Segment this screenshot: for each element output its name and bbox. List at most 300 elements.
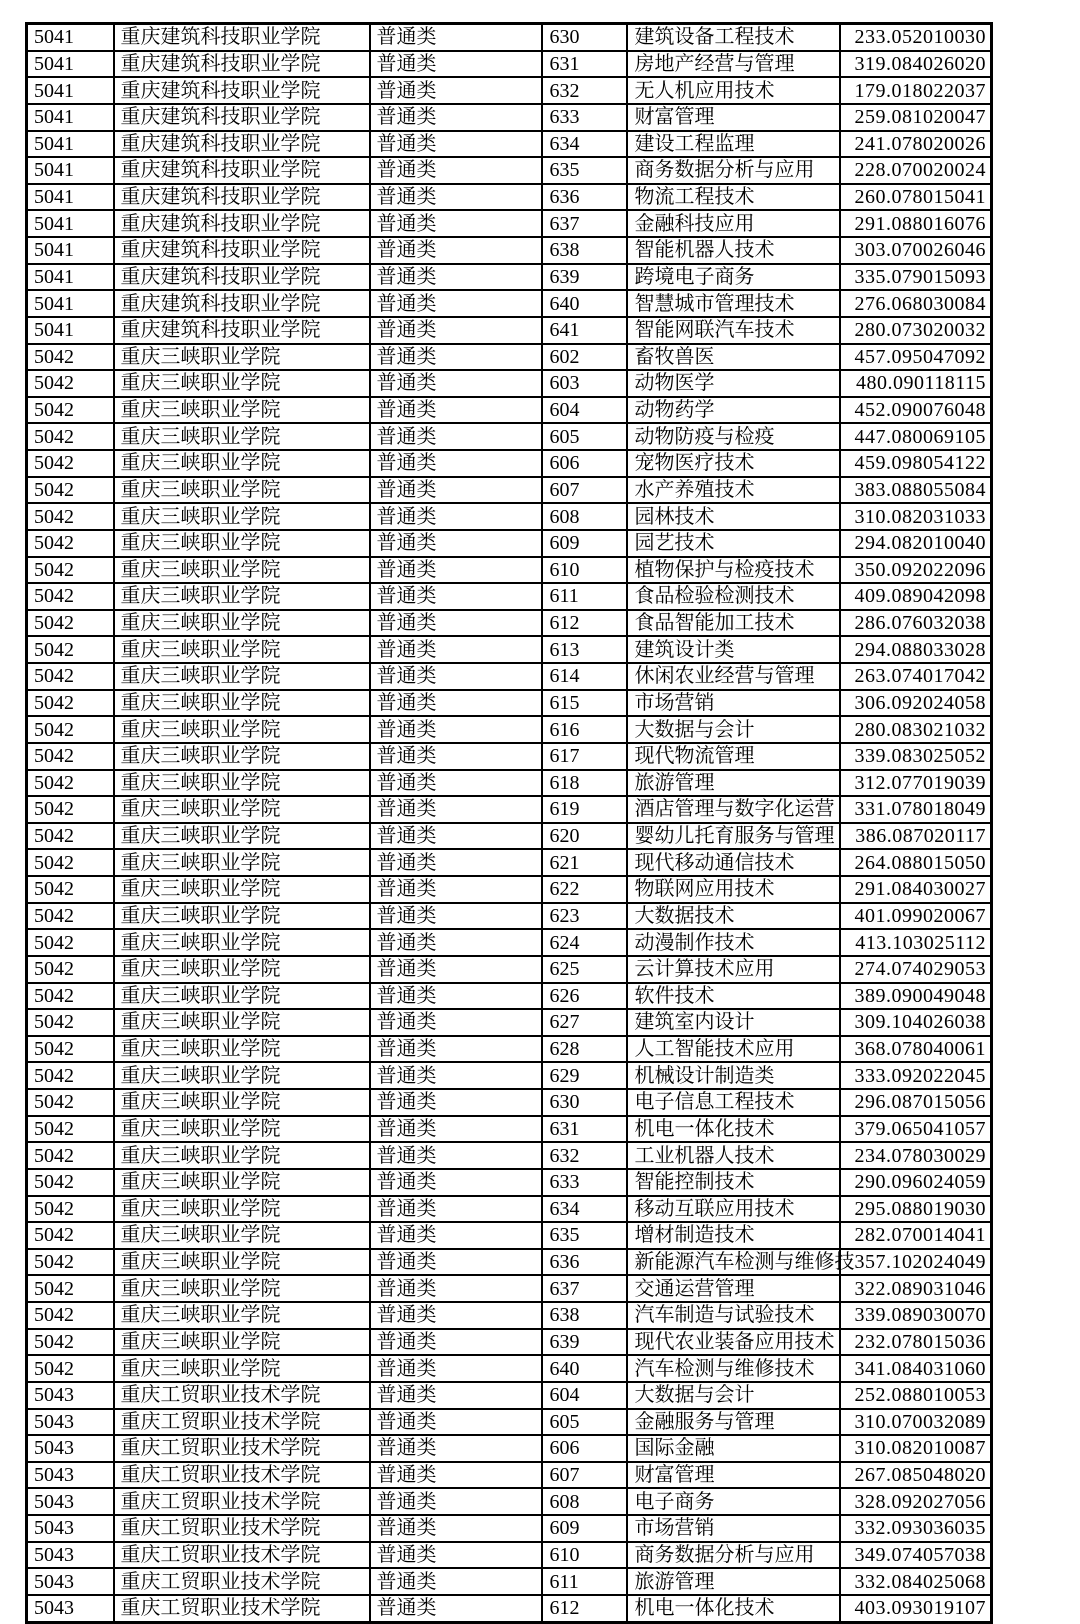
score-cell: 286.076032038 xyxy=(840,610,992,637)
category-cell: 普通类 xyxy=(370,1142,542,1169)
table-row xyxy=(27,317,992,344)
table-row xyxy=(27,1116,992,1143)
major-name-cell: 旅游管理 xyxy=(627,770,840,797)
major-code-cell: 640 xyxy=(542,290,627,317)
major-code-cell: 606 xyxy=(542,450,627,477)
college-code-cell: 5042 xyxy=(27,397,114,424)
major-name-cell: 商务数据分析与应用 xyxy=(627,1542,840,1569)
major-name-cell: 植物保护与检疫技术 xyxy=(627,557,840,584)
major-name-cell: 食品智能加工技术 xyxy=(627,610,840,637)
college-name-cell: 重庆三峡职业学院 xyxy=(114,1329,370,1356)
college-code-cell: 5042 xyxy=(27,1222,114,1249)
major-code-cell: 608 xyxy=(542,503,627,530)
category-cell: 普通类 xyxy=(370,716,542,743)
major-code-cell: 634 xyxy=(542,1196,627,1223)
college-name-cell: 重庆三峡职业学院 xyxy=(114,716,370,743)
category-cell: 普通类 xyxy=(370,24,542,51)
college-name-cell: 重庆三峡职业学院 xyxy=(114,663,370,690)
table-row xyxy=(27,1409,992,1436)
table-row xyxy=(27,450,992,477)
category-cell: 普通类 xyxy=(370,743,542,770)
table-row xyxy=(27,290,992,317)
major-name-cell: 畜牧兽医 xyxy=(627,344,840,371)
college-name-cell: 重庆建筑科技职业学院 xyxy=(114,131,370,158)
category-cell: 普通类 xyxy=(370,1169,542,1196)
major-name-cell: 建筑设备工程技术 xyxy=(627,24,840,51)
college-name-cell: 重庆三峡职业学院 xyxy=(114,1116,370,1143)
college-name-cell: 重庆三峡职业学院 xyxy=(114,1142,370,1169)
score-cell: 241.078020026 xyxy=(840,131,992,158)
major-code-cell: 625 xyxy=(542,956,627,983)
major-name-cell: 汽车检测与维修技术 xyxy=(627,1355,840,1382)
category-cell: 普通类 xyxy=(370,929,542,956)
major-name-cell: 食品检验检测技术 xyxy=(627,583,840,610)
score-cell: 333.092022045 xyxy=(840,1062,992,1089)
college-name-cell: 重庆三峡职业学院 xyxy=(114,1275,370,1302)
score-cell: 341.084031060 xyxy=(840,1355,992,1382)
category-cell: 普通类 xyxy=(370,1036,542,1063)
major-code-cell: 611 xyxy=(542,1568,627,1595)
category-cell: 普通类 xyxy=(370,1302,542,1329)
category-cell: 普通类 xyxy=(370,131,542,158)
table-row xyxy=(27,1142,992,1169)
college-code-cell: 5041 xyxy=(27,237,114,264)
table-row xyxy=(27,344,992,371)
college-name-cell: 重庆建筑科技职业学院 xyxy=(114,317,370,344)
admission-score-table xyxy=(25,22,993,1624)
score-cell: 312.077019039 xyxy=(840,770,992,797)
score-cell: 260.078015041 xyxy=(840,184,992,211)
table-row xyxy=(27,1009,992,1036)
college-code-cell: 5043 xyxy=(27,1435,114,1462)
college-code-cell: 5042 xyxy=(27,503,114,530)
college-name-cell: 重庆三峡职业学院 xyxy=(114,1169,370,1196)
major-name-cell: 市场营销 xyxy=(627,1515,840,1542)
category-cell: 普通类 xyxy=(370,1462,542,1489)
college-name-cell: 重庆三峡职业学院 xyxy=(114,397,370,424)
score-cell: 322.089031046 xyxy=(840,1275,992,1302)
major-name-cell: 现代农业装备应用技术 xyxy=(627,1329,840,1356)
score-cell: 179.018022037 xyxy=(840,77,992,104)
major-name-cell: 智慧城市管理技术 xyxy=(627,290,840,317)
table-row xyxy=(27,1169,992,1196)
college-code-cell: 5042 xyxy=(27,557,114,584)
college-code-cell: 5042 xyxy=(27,1036,114,1063)
major-name-cell: 电子商务 xyxy=(627,1488,840,1515)
category-cell: 普通类 xyxy=(370,903,542,930)
college-code-cell: 5042 xyxy=(27,929,114,956)
score-cell: 349.074057038 xyxy=(840,1542,992,1569)
college-code-cell: 5041 xyxy=(27,77,114,104)
score-cell: 386.087020117 xyxy=(840,823,992,850)
college-name-cell: 重庆三峡职业学院 xyxy=(114,770,370,797)
table-row xyxy=(27,956,992,983)
table-row xyxy=(27,876,992,903)
category-cell: 普通类 xyxy=(370,317,542,344)
major-name-cell: 休闲农业经营与管理 xyxy=(627,663,840,690)
major-code-cell: 636 xyxy=(542,184,627,211)
major-code-cell: 633 xyxy=(542,104,627,131)
score-cell: 331.078018049 xyxy=(840,796,992,823)
category-cell: 普通类 xyxy=(370,1009,542,1036)
college-name-cell: 重庆三峡职业学院 xyxy=(114,557,370,584)
table-row xyxy=(27,1355,992,1382)
major-code-cell: 609 xyxy=(542,1515,627,1542)
score-cell: 447.080069105 xyxy=(840,423,992,450)
college-code-cell: 5043 xyxy=(27,1462,114,1489)
major-name-cell: 大数据与会计 xyxy=(627,1382,840,1409)
category-cell: 普通类 xyxy=(370,1089,542,1116)
category-cell: 普通类 xyxy=(370,1568,542,1595)
major-name-cell: 金融服务与管理 xyxy=(627,1409,840,1436)
college-code-cell: 5042 xyxy=(27,1062,114,1089)
major-code-cell: 612 xyxy=(542,1595,627,1622)
score-cell: 480.090118115 xyxy=(840,370,992,397)
college-name-cell: 重庆三峡职业学院 xyxy=(114,1355,370,1382)
college-name-cell: 重庆建筑科技职业学院 xyxy=(114,24,370,51)
score-cell: 310.070032089 xyxy=(840,1409,992,1436)
college-code-cell: 5042 xyxy=(27,716,114,743)
major-name-cell: 动物防疫与检疫 xyxy=(627,423,840,450)
college-code-cell: 5042 xyxy=(27,690,114,717)
score-cell: 310.082010087 xyxy=(840,1435,992,1462)
major-code-cell: 609 xyxy=(542,530,627,557)
table-row xyxy=(27,1222,992,1249)
college-code-cell: 5042 xyxy=(27,636,114,663)
score-cell: 267.085048020 xyxy=(840,1462,992,1489)
score-cell: 401.099020067 xyxy=(840,903,992,930)
category-cell: 普通类 xyxy=(370,1275,542,1302)
score-cell: 264.088015050 xyxy=(840,849,992,876)
score-cell: 357.102024049 xyxy=(840,1249,992,1276)
college-code-cell: 5043 xyxy=(27,1488,114,1515)
major-name-cell: 交通运营管理 xyxy=(627,1275,840,1302)
category-cell: 普通类 xyxy=(370,1062,542,1089)
table-row xyxy=(27,104,992,131)
category-cell: 普通类 xyxy=(370,770,542,797)
table-row xyxy=(27,610,992,637)
major-name-cell: 酒店管理与数字化运营 xyxy=(627,796,840,823)
major-name-cell: 动物医学 xyxy=(627,370,840,397)
college-code-cell: 5041 xyxy=(27,104,114,131)
score-cell: 228.070020024 xyxy=(840,157,992,184)
college-name-cell: 重庆建筑科技职业学院 xyxy=(114,290,370,317)
major-name-cell: 旅游管理 xyxy=(627,1568,840,1595)
college-code-cell: 5042 xyxy=(27,849,114,876)
major-name-cell: 无人机应用技术 xyxy=(627,77,840,104)
college-code-cell: 5042 xyxy=(27,1142,114,1169)
table-row xyxy=(27,583,992,610)
category-cell: 普通类 xyxy=(370,450,542,477)
major-name-cell: 软件技术 xyxy=(627,983,840,1010)
college-code-cell: 5042 xyxy=(27,663,114,690)
major-name-cell: 园艺技术 xyxy=(627,530,840,557)
college-code-cell: 5042 xyxy=(27,1169,114,1196)
table-row xyxy=(27,1435,992,1462)
score-cell: 291.084030027 xyxy=(840,876,992,903)
college-code-cell: 5041 xyxy=(27,24,114,51)
category-cell: 普通类 xyxy=(370,210,542,237)
major-code-cell: 638 xyxy=(542,1302,627,1329)
category-cell: 普通类 xyxy=(370,1249,542,1276)
college-name-cell: 重庆三峡职业学院 xyxy=(114,423,370,450)
college-name-cell: 重庆三峡职业学院 xyxy=(114,344,370,371)
table-row xyxy=(27,1036,992,1063)
score-cell: 310.082031033 xyxy=(840,503,992,530)
table-row xyxy=(27,370,992,397)
table-row xyxy=(27,690,992,717)
table-row xyxy=(27,1249,992,1276)
major-name-cell: 国际金融 xyxy=(627,1435,840,1462)
major-code-cell: 626 xyxy=(542,983,627,1010)
table-row xyxy=(27,184,992,211)
table-row xyxy=(27,210,992,237)
major-code-cell: 630 xyxy=(542,24,627,51)
table-row xyxy=(27,557,992,584)
major-code-cell: 630 xyxy=(542,1089,627,1116)
major-code-cell: 631 xyxy=(542,51,627,78)
category-cell: 普通类 xyxy=(370,370,542,397)
table-row xyxy=(27,1488,992,1515)
table-row xyxy=(27,1275,992,1302)
table-row xyxy=(27,1196,992,1223)
category-cell: 普通类 xyxy=(370,423,542,450)
college-code-cell: 5042 xyxy=(27,1302,114,1329)
major-code-cell: 632 xyxy=(542,1142,627,1169)
score-cell: 274.074029053 xyxy=(840,956,992,983)
college-code-cell: 5042 xyxy=(27,983,114,1010)
major-code-cell: 640 xyxy=(542,1355,627,1382)
category-cell: 普通类 xyxy=(370,636,542,663)
major-name-cell: 增材制造技术 xyxy=(627,1222,840,1249)
category-cell: 普通类 xyxy=(370,51,542,78)
category-cell: 普通类 xyxy=(370,264,542,291)
table-row xyxy=(27,1382,992,1409)
score-cell: 403.093019107 xyxy=(840,1595,992,1622)
score-cell: 413.103025112 xyxy=(840,929,992,956)
college-name-cell: 重庆工贸职业技术学院 xyxy=(114,1595,370,1622)
score-cell: 232.078015036 xyxy=(840,1329,992,1356)
college-code-cell: 5043 xyxy=(27,1542,114,1569)
major-code-cell: 628 xyxy=(542,1036,627,1063)
major-code-cell: 610 xyxy=(542,557,627,584)
category-cell: 普通类 xyxy=(370,610,542,637)
table-row xyxy=(27,1302,992,1329)
college-code-cell: 5043 xyxy=(27,1515,114,1542)
major-code-cell: 619 xyxy=(542,796,627,823)
major-code-cell: 636 xyxy=(542,1249,627,1276)
major-name-cell: 市场营销 xyxy=(627,690,840,717)
score-cell: 409.089042098 xyxy=(840,583,992,610)
college-name-cell: 重庆建筑科技职业学院 xyxy=(114,210,370,237)
major-code-cell: 633 xyxy=(542,1169,627,1196)
college-name-cell: 重庆建筑科技职业学院 xyxy=(114,264,370,291)
major-name-cell: 商务数据分析与应用 xyxy=(627,157,840,184)
table-row xyxy=(27,663,992,690)
major-name-cell: 婴幼儿托育服务与管理 xyxy=(627,823,840,850)
college-code-cell: 5042 xyxy=(27,530,114,557)
table-row xyxy=(27,77,992,104)
category-cell: 普通类 xyxy=(370,477,542,504)
college-code-cell: 5043 xyxy=(27,1409,114,1436)
major-code-cell: 607 xyxy=(542,1462,627,1489)
category-cell: 普通类 xyxy=(370,690,542,717)
college-name-cell: 重庆三峡职业学院 xyxy=(114,610,370,637)
category-cell: 普通类 xyxy=(370,663,542,690)
major-name-cell: 财富管理 xyxy=(627,1462,840,1489)
score-cell: 332.084025068 xyxy=(840,1568,992,1595)
category-cell: 普通类 xyxy=(370,956,542,983)
score-cell: 339.089030070 xyxy=(840,1302,992,1329)
category-cell: 普通类 xyxy=(370,823,542,850)
table-row xyxy=(27,983,992,1010)
college-code-cell: 5041 xyxy=(27,317,114,344)
category-cell: 普通类 xyxy=(370,503,542,530)
major-code-cell: 623 xyxy=(542,903,627,930)
category-cell: 普通类 xyxy=(370,583,542,610)
college-name-cell: 重庆三峡职业学院 xyxy=(114,530,370,557)
table-row xyxy=(27,157,992,184)
college-name-cell: 重庆三峡职业学院 xyxy=(114,876,370,903)
score-cell: 457.095047092 xyxy=(840,344,992,371)
college-code-cell: 5042 xyxy=(27,423,114,450)
major-code-cell: 620 xyxy=(542,823,627,850)
major-code-cell: 621 xyxy=(542,849,627,876)
score-cell: 294.088033028 xyxy=(840,636,992,663)
major-code-cell: 635 xyxy=(542,1222,627,1249)
college-code-cell: 5042 xyxy=(27,610,114,637)
score-cell: 282.070014041 xyxy=(840,1222,992,1249)
score-cell: 339.083025052 xyxy=(840,743,992,770)
category-cell: 普通类 xyxy=(370,290,542,317)
score-cell: 296.087015056 xyxy=(840,1089,992,1116)
score-cell: 303.070026046 xyxy=(840,237,992,264)
college-code-cell: 5042 xyxy=(27,743,114,770)
major-code-cell: 617 xyxy=(542,743,627,770)
major-name-cell: 大数据与会计 xyxy=(627,716,840,743)
major-code-cell: 634 xyxy=(542,131,627,158)
score-cell: 459.098054122 xyxy=(840,450,992,477)
college-code-cell: 5042 xyxy=(27,903,114,930)
major-name-cell: 智能机器人技术 xyxy=(627,237,840,264)
major-code-cell: 604 xyxy=(542,397,627,424)
college-name-cell: 重庆三峡职业学院 xyxy=(114,1196,370,1223)
major-code-cell: 603 xyxy=(542,370,627,397)
college-code-cell: 5041 xyxy=(27,290,114,317)
major-code-cell: 613 xyxy=(542,636,627,663)
score-cell: 309.104026038 xyxy=(840,1009,992,1036)
college-code-cell: 5042 xyxy=(27,477,114,504)
major-name-cell: 物联网应用技术 xyxy=(627,876,840,903)
college-name-cell: 重庆三峡职业学院 xyxy=(114,903,370,930)
major-name-cell: 动物药学 xyxy=(627,397,840,424)
table-row xyxy=(27,796,992,823)
category-cell: 普通类 xyxy=(370,344,542,371)
major-code-cell: 604 xyxy=(542,1382,627,1409)
college-name-cell: 重庆三峡职业学院 xyxy=(114,583,370,610)
score-cell: 335.079015093 xyxy=(840,264,992,291)
table-row xyxy=(27,929,992,956)
table-row xyxy=(27,849,992,876)
college-name-cell: 重庆三峡职业学院 xyxy=(114,1222,370,1249)
major-name-cell: 大数据技术 xyxy=(627,903,840,930)
college-name-cell: 重庆建筑科技职业学院 xyxy=(114,51,370,78)
major-name-cell: 机电一体化技术 xyxy=(627,1595,840,1622)
major-code-cell: 639 xyxy=(542,264,627,291)
table-row xyxy=(27,1462,992,1489)
score-cell: 389.090049048 xyxy=(840,983,992,1010)
college-name-cell: 重庆三峡职业学院 xyxy=(114,1302,370,1329)
major-code-cell: 632 xyxy=(542,77,627,104)
college-name-cell: 重庆三峡职业学院 xyxy=(114,1009,370,1036)
major-name-cell: 智能网联汽车技术 xyxy=(627,317,840,344)
score-cell: 234.078030029 xyxy=(840,1142,992,1169)
score-cell: 290.096024059 xyxy=(840,1169,992,1196)
score-cell: 379.065041057 xyxy=(840,1116,992,1143)
category-cell: 普通类 xyxy=(370,1435,542,1462)
category-cell: 普通类 xyxy=(370,849,542,876)
category-cell: 普通类 xyxy=(370,237,542,264)
major-code-cell: 631 xyxy=(542,1116,627,1143)
major-name-cell: 云计算技术应用 xyxy=(627,956,840,983)
college-code-cell: 5042 xyxy=(27,796,114,823)
table-row xyxy=(27,423,992,450)
major-code-cell: 641 xyxy=(542,317,627,344)
college-name-cell: 重庆三峡职业学院 xyxy=(114,1249,370,1276)
college-code-cell: 5042 xyxy=(27,770,114,797)
table-row xyxy=(27,131,992,158)
table-row xyxy=(27,503,992,530)
category-cell: 普通类 xyxy=(370,1409,542,1436)
college-code-cell: 5042 xyxy=(27,1355,114,1382)
major-name-cell: 移动互联应用技术 xyxy=(627,1196,840,1223)
college-code-cell: 5041 xyxy=(27,51,114,78)
college-name-cell: 重庆三峡职业学院 xyxy=(114,1062,370,1089)
table-row xyxy=(27,716,992,743)
score-cell: 383.088055084 xyxy=(840,477,992,504)
category-cell: 普通类 xyxy=(370,530,542,557)
major-code-cell: 605 xyxy=(542,423,627,450)
major-code-cell: 618 xyxy=(542,770,627,797)
college-name-cell: 重庆三峡职业学院 xyxy=(114,983,370,1010)
table-row xyxy=(27,397,992,424)
college-name-cell: 重庆三峡职业学院 xyxy=(114,477,370,504)
major-code-cell: 627 xyxy=(542,1009,627,1036)
college-name-cell: 重庆三峡职业学院 xyxy=(114,1036,370,1063)
major-name-cell: 跨境电子商务 xyxy=(627,264,840,291)
college-name-cell: 重庆三峡职业学院 xyxy=(114,743,370,770)
score-cell: 276.068030084 xyxy=(840,290,992,317)
college-name-cell: 重庆三峡职业学院 xyxy=(114,503,370,530)
table-row xyxy=(27,530,992,557)
category-cell: 普通类 xyxy=(370,1116,542,1143)
major-name-cell: 动漫制作技术 xyxy=(627,929,840,956)
category-cell: 普通类 xyxy=(370,157,542,184)
major-code-cell: 635 xyxy=(542,157,627,184)
category-cell: 普通类 xyxy=(370,104,542,131)
major-name-cell: 园林技术 xyxy=(627,503,840,530)
college-name-cell: 重庆三峡职业学院 xyxy=(114,929,370,956)
major-code-cell: 614 xyxy=(542,663,627,690)
college-name-cell: 重庆三峡职业学院 xyxy=(114,796,370,823)
college-code-cell: 5041 xyxy=(27,131,114,158)
category-cell: 普通类 xyxy=(370,983,542,1010)
major-name-cell: 宠物医疗技术 xyxy=(627,450,840,477)
major-name-cell: 汽车制造与试验技术 xyxy=(627,1302,840,1329)
table-row xyxy=(27,24,992,51)
score-cell: 350.092022096 xyxy=(840,557,992,584)
college-name-cell: 重庆工贸职业技术学院 xyxy=(114,1462,370,1489)
